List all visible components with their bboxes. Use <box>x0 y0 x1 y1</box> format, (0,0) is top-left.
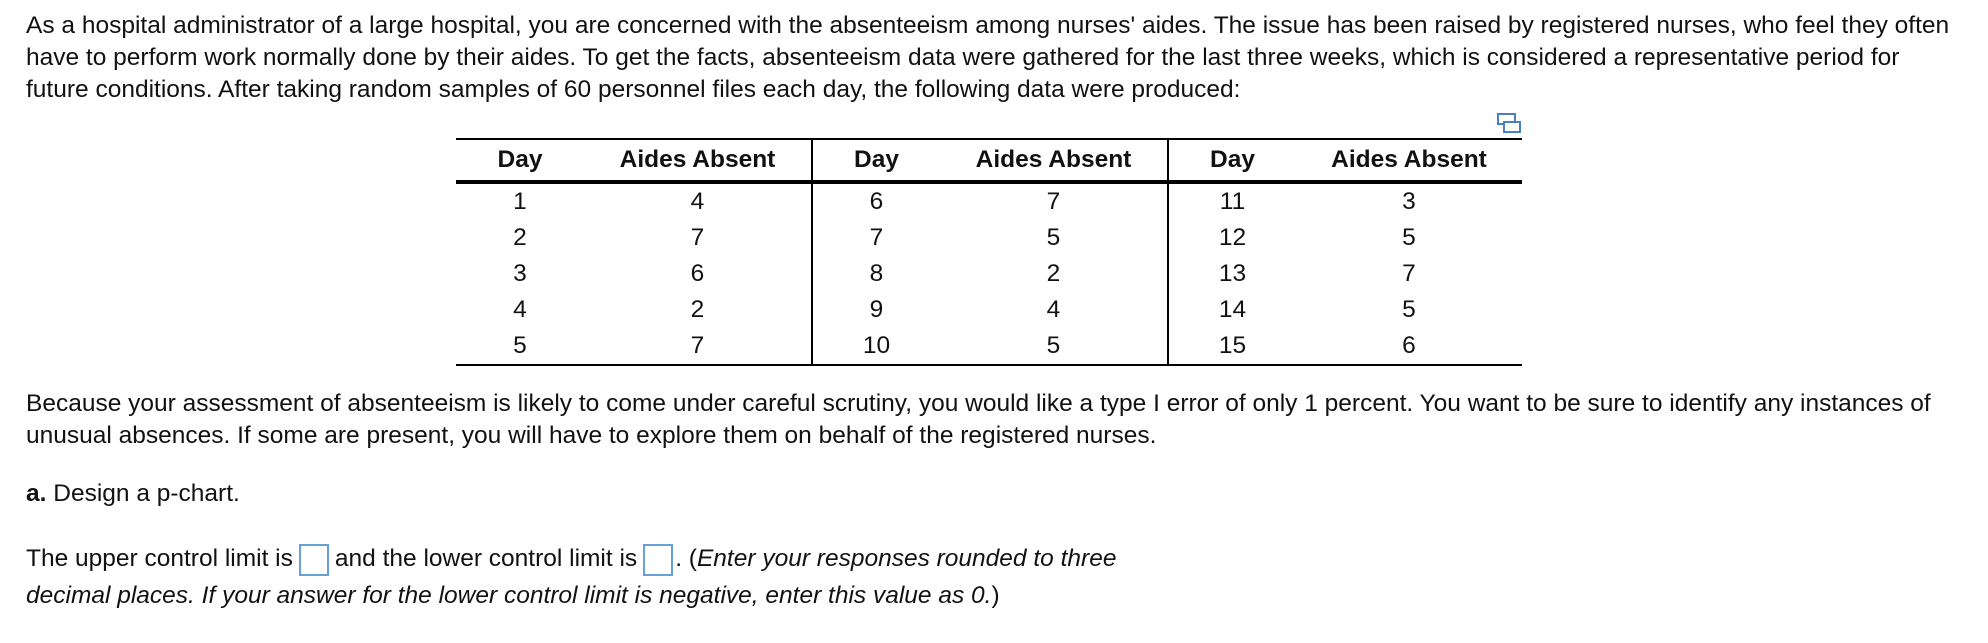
problem-intro: As a hospital administrator of a large hospital, you are concerned with the absenteeism among nurses' aides. The issue has been raised by registered nurses, who feel they often have to perform work normally done by their aides. To get the facts, absenteeism data were gathered for the last three weeks, which is considered a representative period for future conditions. After taking random samples of 60 personnel files each day, the following data were produced: <box>26 12 1950 103</box>
lcl-label: and the lower control limit is <box>334 545 638 572</box>
table-cell: 3 <box>1402 188 1416 215</box>
ucl-label: The upper control limit is <box>26 545 293 572</box>
table-row <box>456 292 1522 328</box>
answer-instruction: Enter your responses rounded to three decimal places. If your answer for the lower control limit is negative, enter this value as 0. <box>26 545 1117 609</box>
copy-table-icon[interactable] <box>1496 112 1522 136</box>
table-cell: 9 <box>869 296 884 323</box>
table-cell: 4 <box>584 182 812 220</box>
table-cell: 6 <box>1296 328 1522 365</box>
table-cell: 5 <box>940 220 1168 256</box>
table-cell: 15 <box>1168 328 1296 365</box>
table-cell: 7 <box>584 220 812 256</box>
answer-period: . ( <box>675 545 697 572</box>
table-cell: 7 <box>584 328 812 365</box>
table-cell: 4 <box>513 296 527 323</box>
table-cell: 5 <box>456 328 584 365</box>
table-cell: 5 <box>940 328 1168 365</box>
table-cell: 4 <box>940 292 1168 328</box>
answer-line <box>26 540 1166 614</box>
table-row <box>456 220 1522 256</box>
col-header-day: Day <box>812 139 940 182</box>
table-cell: 13 <box>1218 260 1247 287</box>
table-row <box>456 328 1522 365</box>
table-cell: 2 <box>584 292 812 328</box>
table-cell: 12 <box>1218 224 1247 251</box>
table-cell: 8 <box>869 260 884 287</box>
table-cell: 14 <box>1218 296 1247 323</box>
table-cell: 7 <box>1402 260 1416 287</box>
absence-data-table <box>456 138 1522 366</box>
table-cell: 1 <box>513 188 527 215</box>
table-cell: 5 <box>1402 224 1416 251</box>
table-cell: 6 <box>584 256 812 292</box>
col-header-aides-absent: Aides Absent <box>1296 139 1522 182</box>
table-cell: 2 <box>940 256 1168 292</box>
table-cell: 2 <box>513 224 527 251</box>
col-header-aides-absent: Aides Absent <box>940 139 1168 182</box>
part-a-text: Design a p-chart. <box>46 480 240 507</box>
table-cell: 7 <box>869 224 884 251</box>
table-cell: 6 <box>869 188 884 215</box>
table-header-row <box>456 139 1522 182</box>
col-header-aides-absent: Aides Absent <box>584 139 812 182</box>
table-cell: 5 <box>1402 296 1416 323</box>
table-row <box>456 182 1522 220</box>
lcl-input[interactable] <box>643 544 673 576</box>
answer-close: ) <box>991 582 1000 609</box>
ucl-input[interactable] <box>299 544 329 576</box>
table-row <box>456 256 1522 292</box>
table-cell: 3 <box>513 260 527 287</box>
table-cell: 11 <box>1219 188 1246 215</box>
part-a-label: a. <box>26 480 47 507</box>
table-cell: 10 <box>812 328 940 365</box>
part-a-prompt <box>26 478 240 510</box>
col-header-day: Day <box>456 139 584 182</box>
scrutiny-paragraph: Because your assessment of absenteeism is likely to come under careful scrutiny, you would like a type I error of only 1 percent. You want to be sure to identify any instances of unusual absences. If some are present, you will have to explore them on behalf of the registered nurses. <box>26 390 1931 449</box>
table-cell: 7 <box>940 182 1168 220</box>
col-header-day: Day <box>1168 139 1296 182</box>
